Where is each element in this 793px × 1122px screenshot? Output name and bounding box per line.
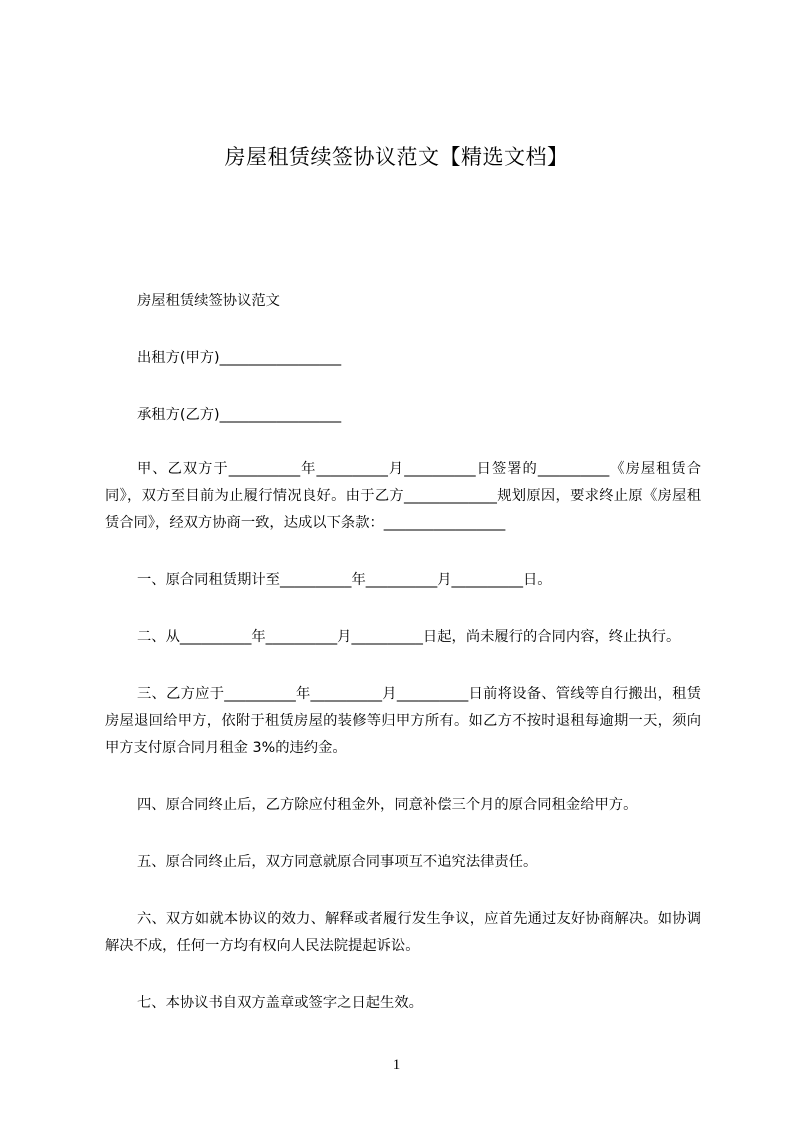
clause-1: 一、原合同租赁期计至__________年__________月__________日。 <box>137 572 552 588</box>
lessor-line: 出租方(甲方)_________________ <box>137 350 342 366</box>
preamble-paragraph: 甲、乙双方于__________年__________月__________日签署的__________《房屋租赁合同》，双方至目前为止履行情况良好。由于乙方_____________规划原因，要求终止原《房屋租赁合同》，经双方协商一致，达成以下条款：_________________ <box>105 461 701 531</box>
clause-3: 三、乙方应于__________年__________月__________日前将设备、管线等自行搬出，租赁房屋退回给甲方，依附于租赁房屋的装修等归甲方所有。如乙方不按时退租每逾期一天，须向甲方支付原合同月租金 3%的违约金。 <box>105 686 701 756</box>
clause-6: 六、双方如就本协议的效力、解释或者履行发生争议，应首先通过友好协商解决。如协调解决不成，任何一方均有权向人民法院提起诉讼。 <box>105 911 701 954</box>
lessee-line: 承租方(乙方)_________________ <box>137 407 342 423</box>
clause-7: 七、本协议书自双方盖章或签字之日起生效。 <box>137 995 423 1011</box>
document-title: 房屋租赁续签协议范文【精选文档】 <box>224 145 569 169</box>
clause-4: 四、原合同终止后，乙方除应付租金外，同意补偿三个月的原合同租金给甲方。 <box>137 797 638 813</box>
clause-5: 五、原合同终止后，双方同意就原合同事项互不追究法律责任。 <box>137 854 538 870</box>
document-body <box>105 288 701 1017</box>
clause-2: 二、从__________年__________月__________日起，尚未履行的合同内容，终止执行。 <box>137 629 681 645</box>
page-number: 1 <box>392 1057 401 1073</box>
agreement-heading: 房屋租赁续签协议范文 <box>137 293 280 309</box>
